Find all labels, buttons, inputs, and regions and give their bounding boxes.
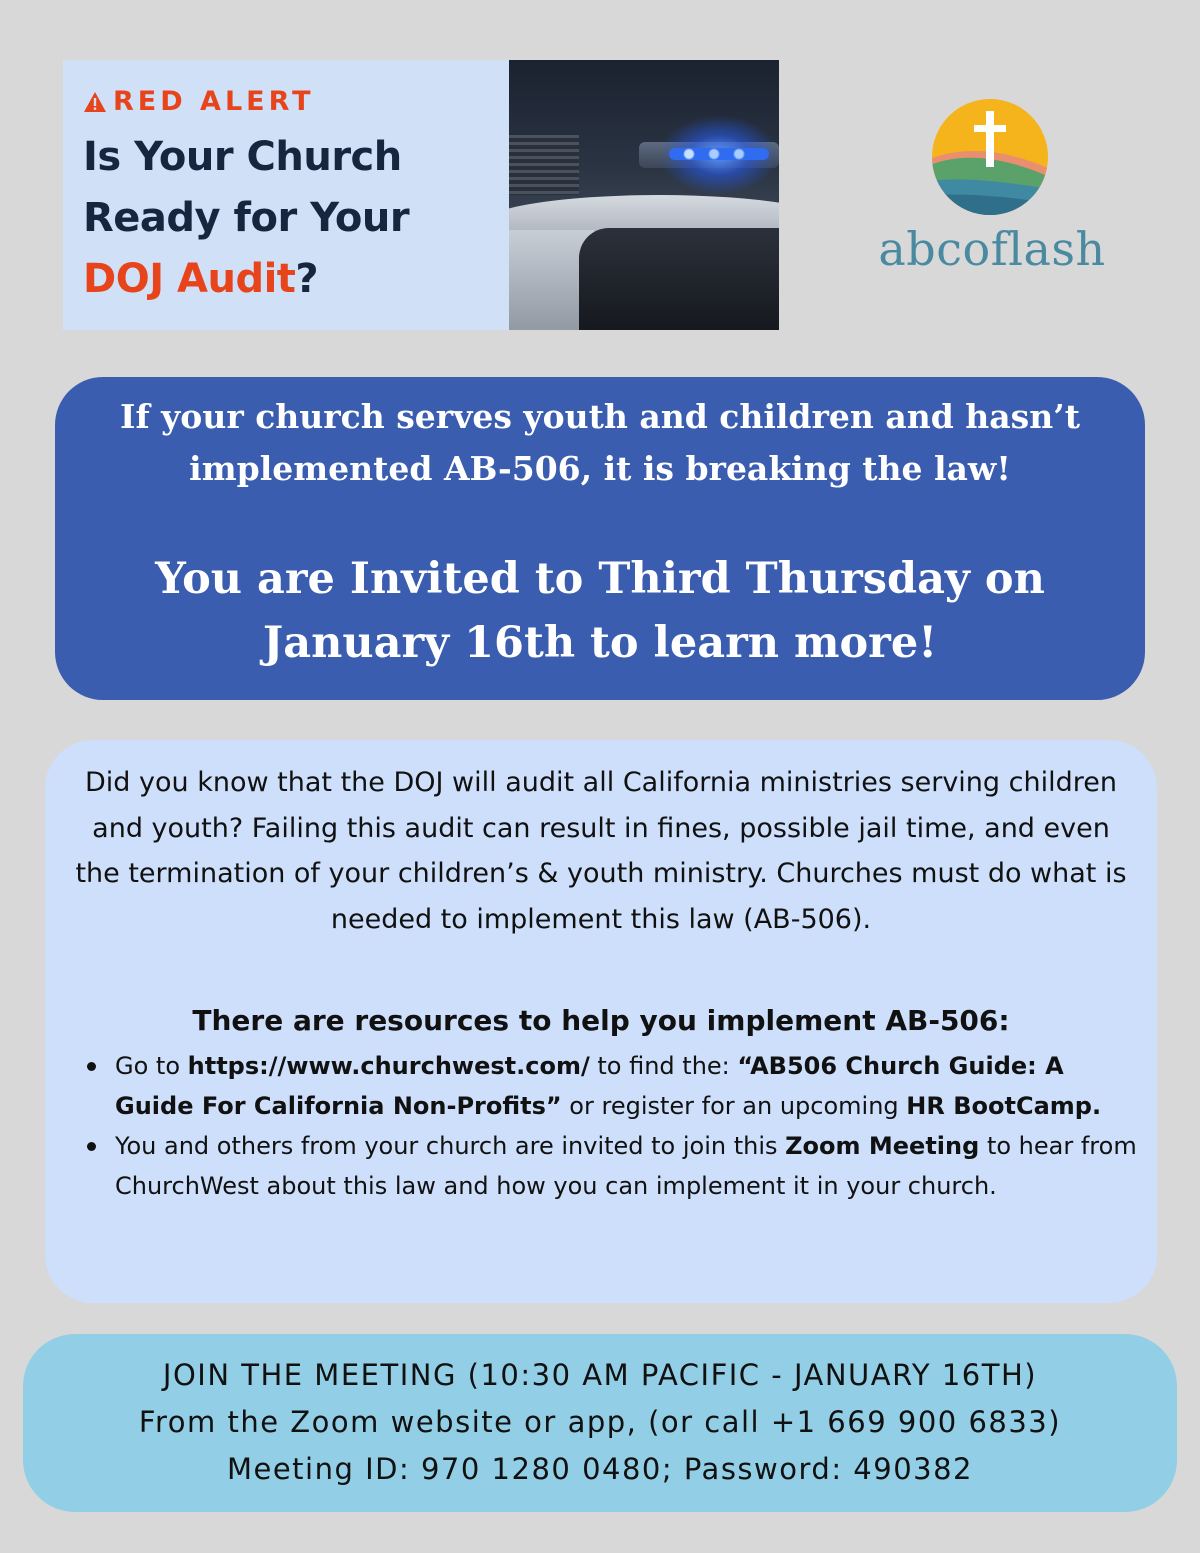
- bullet1-mid-text: to find the:: [589, 1052, 738, 1080]
- ab506-guide-title: “AB506 Church Guide: A Guide For California Non-Profits”: [115, 1052, 1064, 1120]
- police-car-lights-photo: [509, 60, 779, 330]
- banner-headline: [83, 127, 509, 310]
- bullet2-pre-text: You and others from your church are invited to join this: [115, 1132, 786, 1160]
- warning-triangle-icon: [83, 91, 107, 113]
- red-alert-text: RED ALERT: [113, 86, 315, 117]
- hr-bootcamp-text: HR BootCamp.: [906, 1092, 1102, 1120]
- doj-audit-paragraph: Did you know that the DOJ will audit all California ministries serving children and youth? Failing this audit can result in fines, possible jail time, and even the termination of your children’s & youth ministry. Churches must do what is needed to implement this law (AB-506).: [75, 767, 1127, 935]
- photo-car-window: [579, 228, 779, 330]
- invitation-box: [55, 377, 1145, 700]
- meeting-id-password-line: Meeting ID: 970 1280 0480; Password: 490382: [226, 1452, 974, 1486]
- photo-blue-lights: [669, 148, 769, 160]
- invitation-title: You are Invited to Third Thursday on January 16th to learn more!: [155, 554, 1045, 668]
- meeting-time-line: JOIN THE MEETING (10:30 AM PACIFIC - JANUARY 16TH): [162, 1358, 1038, 1392]
- photo-grill: [509, 135, 579, 195]
- info-box: [45, 740, 1157, 1303]
- headline-question-mark: ?: [295, 256, 319, 302]
- bullet2-post-text: to hear from ChurchWest about this law and how you can implement it in your church.: [115, 1132, 1137, 1200]
- headline-accent: DOJ Audit: [83, 256, 296, 302]
- bullet1-post-text: or register for an upcoming: [561, 1092, 907, 1120]
- law-warning-text: If your church serves youth and children and hasn’t implemented AB-506, it is breaking the law!: [120, 397, 1080, 488]
- headline-line-1: Is Your Church: [83, 134, 402, 180]
- resources-list: [79, 1046, 1139, 1206]
- resources-heading: There are resources to help you implement AB-506:: [192, 1004, 1010, 1037]
- sunset-cross-logo-icon: [930, 97, 1050, 217]
- headline-line-3: [83, 249, 509, 310]
- zoom-meeting-text: Zoom Meeting: [785, 1132, 980, 1160]
- churchwest-link[interactable]: https://www.churchwest.com/: [187, 1052, 590, 1080]
- list-item: [79, 1046, 1139, 1126]
- red-alert-label: [83, 86, 509, 117]
- meeting-phone-line: From the Zoom website or app, (or call +1 669 900 6833): [138, 1405, 1062, 1439]
- abcoflash-wordmark: abcoflash: [878, 222, 1106, 276]
- header-banner: [63, 60, 779, 330]
- banner-text-panel: [63, 60, 509, 330]
- meeting-details-box: [23, 1334, 1177, 1512]
- bullet1-pre-text: Go to: [115, 1052, 188, 1080]
- headline-line-2: Ready for Your: [83, 195, 410, 241]
- list-item: [79, 1126, 1139, 1206]
- abcoflash-logo: [878, 92, 1106, 292]
